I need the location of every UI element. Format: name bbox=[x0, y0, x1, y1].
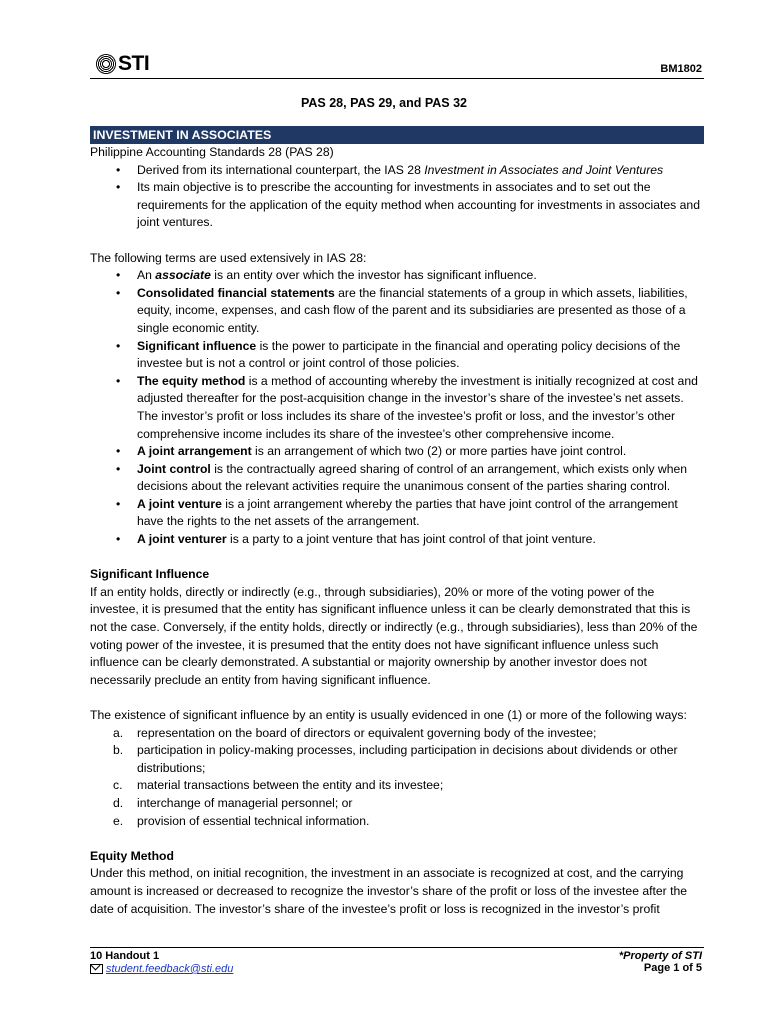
pas-line: Philippine Accounting Standards 28 (PAS 28) bbox=[90, 145, 334, 159]
property-label: *Property of STI bbox=[618, 950, 702, 962]
list-item: a. representation on the board of directors or equivalent governing body of the investee; bbox=[113, 725, 597, 740]
list-item: d. interchange of managerial personnel; or bbox=[113, 795, 353, 810]
terms-list bbox=[90, 267, 704, 549]
footer-left bbox=[90, 950, 233, 975]
list-item: e. provision of essential technical information. bbox=[113, 813, 370, 828]
page-number: Page 1 of 5 bbox=[643, 962, 702, 974]
footer-rule bbox=[90, 947, 704, 948]
handout-label: 10 Handout 1 bbox=[90, 950, 160, 962]
list-item: • A joint arrangement is an arrangement of which two (2) or more parties have joint control. bbox=[90, 443, 704, 461]
list-item: • The equity method is a method of accounting whereby the investment is initially recognized at cost and adjusted thereafter for the post-acquisition change in the investor’s share of the investee’s net assets. The investor’s profit or loss includes its share of the investee’s profit or loss, and the investor’s other comprehensive income includes its share of the investee’s other comprehensive income. bbox=[90, 373, 704, 443]
paragraph: Under this method, on initial recognition, the investment in an associate is recognized at cost, and the carrying amount is increased or decreased to recognize the investor’s share of the profit or loss of the investee after the date of acquisition. The investor’s share of the investee’s profit or loss is recognized in the investor’s profit bbox=[90, 866, 688, 916]
terms-intro: The following terms are used extensively in IAS 28: bbox=[90, 250, 367, 265]
sti-logo-text: STI bbox=[118, 52, 150, 75]
paragraph: If an entity holds, directly or indirectly (e.g., through subsidiaries), 20% or more of the voting power of the investee, it is presumed that the entity has significant influence unless it can be clearly demonstrated that this is not the case. Conversely, if the entity holds, directly or indirectly (e.g., through subsidiaries), less than 20% of the voting power of the investee, it is presumed that the entity does not have significant influence unless such influence can be clearly demonstrated. A substantial or majority ownership by another investor does not necessarily preclude an entity from having significant influence. bbox=[90, 584, 698, 687]
list-item: b. participation in policy-making processes, including participation in decisions about dividends or other distributions; bbox=[113, 743, 678, 775]
intro-bullets bbox=[90, 162, 704, 232]
list-item: • An associate is an entity over which the investor has significant influence. bbox=[90, 267, 704, 285]
list-item: • A joint venturer is a party to a joint venture that has joint control of that joint venture. bbox=[90, 531, 704, 549]
section-heading: Significant Influence bbox=[90, 567, 210, 582]
section-heading: Equity Method bbox=[90, 848, 174, 863]
evidence-list bbox=[90, 725, 704, 831]
page-title: PAS 28, PAS 29, and PAS 32 bbox=[300, 96, 468, 110]
sti-logo-mark-icon bbox=[96, 54, 116, 74]
footer-right bbox=[619, 950, 702, 974]
sti-logo bbox=[96, 52, 149, 76]
footer-email bbox=[90, 963, 233, 975]
document-body bbox=[90, 126, 704, 918]
list-item: • Joint control is the contractually agreed sharing of control of an arrangement, which exists only when decisions about the relevant activities require the unanimous consent of the parties sharing control. bbox=[90, 461, 704, 496]
list-item: • A joint venture is a joint arrangement whereby the parties that have joint control of the arrangement have the rights to the net assets of the arrangement. bbox=[90, 496, 704, 531]
list-item: • Significant influence is the power to participate in the financial and operating policy decisions of the investee but is not a control or joint control of those policies. bbox=[90, 338, 704, 373]
section-band: INVESTMENT IN ASSOCIATES bbox=[90, 126, 704, 144]
document-code: BM1802 bbox=[660, 63, 702, 75]
paragraph: The existence of significant influence by an entity is usually evidenced in one (1) or more of the following ways: bbox=[90, 708, 687, 722]
list-item: • Its main objective is to prescribe the accounting for investments in associates and to set out the requirements for the application of the equity method when accounting for investments in associates and joint ventures. bbox=[90, 179, 704, 232]
header-rule bbox=[90, 78, 704, 79]
envelope-icon bbox=[90, 964, 103, 974]
list-item: • Consolidated financial statements are the financial statements of a group in which assets, liabilities, equity, income, expenses, and cash flow of the parent and its subsidiaries are presented as those of a single economic entity. bbox=[90, 285, 704, 338]
list-item: • Derived from its international counterpart, the IAS 28 Investment in Associates and Joint Ventures bbox=[90, 162, 704, 180]
list-item: c. material transactions between the entity and its investee; bbox=[113, 778, 444, 793]
email-link[interactable]: student.feedback@sti.edu bbox=[106, 963, 234, 975]
